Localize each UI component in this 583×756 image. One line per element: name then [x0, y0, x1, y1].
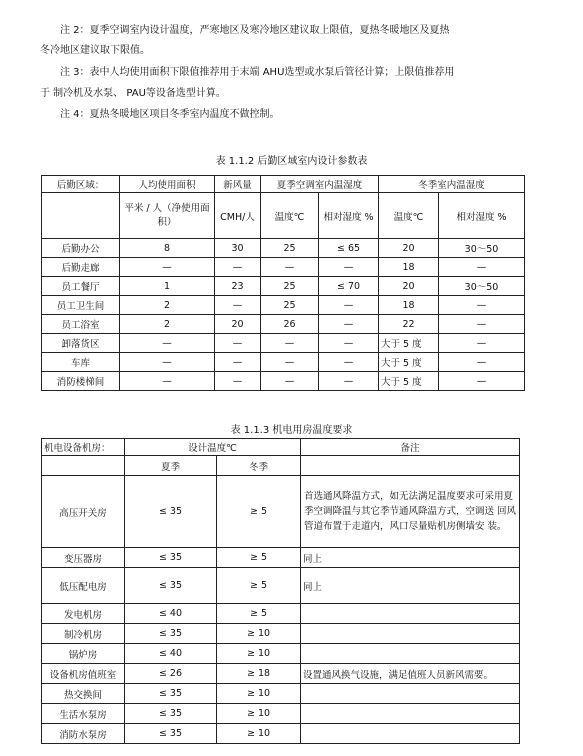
header-summer-rh: 相对湿度 % — [319, 193, 379, 239]
cell: — — [261, 353, 319, 372]
cell: ≤ 35 — [125, 704, 217, 724]
cell — [301, 724, 520, 744]
cell: 变压器房 — [42, 548, 125, 568]
cell: ≥ 18 — [217, 664, 301, 684]
header-room: 机电设备机房： — [42, 439, 125, 456]
cell: ≤ 35 — [125, 548, 217, 568]
cell: 8 — [120, 239, 215, 258]
cell: ≤ 35 — [125, 568, 217, 604]
cell: ≥ 5 — [217, 476, 301, 548]
cell: 20 — [379, 239, 439, 258]
cell — [301, 624, 520, 644]
cell: 员工餐厅 — [42, 277, 120, 296]
cell: ≤ 40 — [125, 604, 217, 624]
cell: — — [215, 353, 261, 372]
header-winter-rh: 相对湿度 % — [439, 193, 525, 239]
cell: ≤ 35 — [125, 724, 217, 744]
cell: — — [319, 334, 379, 353]
cell: — — [319, 372, 379, 391]
cell: 18 — [379, 296, 439, 315]
cell: 生活水泵房 — [42, 704, 125, 724]
header-summer: 夏季 — [125, 456, 217, 476]
cell — [301, 604, 520, 624]
cell — [301, 644, 520, 664]
header-per-capita-unit: 平米 / 人（净使用面积） — [120, 193, 215, 239]
cell: 20 — [379, 277, 439, 296]
cell: ≥ 10 — [217, 684, 301, 704]
cell: — — [215, 296, 261, 315]
cell: 设置通风换气设施，满足值班人员新风需要。 — [301, 664, 520, 684]
cell: — — [215, 258, 261, 277]
cell: 23 — [215, 277, 261, 296]
cell: 车库 — [42, 353, 120, 372]
header-blank — [42, 456, 125, 476]
note-3-line-1: 注 3：表中人均使用面积下限值推荐用于末端 AHU选型或水泵后管径计算；上限值推荐用 — [60, 67, 455, 78]
cell: — — [120, 353, 215, 372]
table1-caption: 表 1.1.2 后勤区域室内设计参数表 — [215, 156, 368, 167]
note-3-line-2: 于 制冷机及水泵、 PAU等设备选型计算。 — [40, 88, 226, 99]
cell: 高压开关房 — [42, 476, 125, 548]
indoor-design-table — [41, 175, 525, 391]
cell: — — [261, 258, 319, 277]
cell: — — [120, 258, 215, 277]
cell: 后勤走廊 — [42, 258, 120, 277]
header-blank — [301, 456, 520, 476]
cell: 25 — [261, 296, 319, 315]
cell: 20 — [215, 315, 261, 334]
cell: — — [261, 334, 319, 353]
header-area: 后勤区域： — [42, 176, 120, 193]
cell: 2 — [120, 296, 215, 315]
cell: 22 — [379, 315, 439, 334]
cell: ≤ 35 — [125, 684, 217, 704]
cell: 26 — [261, 315, 319, 334]
cell: 员工浴室 — [42, 315, 120, 334]
cell: 2 — [120, 315, 215, 334]
cell: 30～50 — [439, 239, 525, 258]
header-per-capita: 人均使用面积 — [120, 176, 215, 193]
cell: ≤ 40 — [125, 644, 217, 664]
cell: — — [439, 372, 525, 391]
cell: 18 — [379, 258, 439, 277]
cell: 30 — [215, 239, 261, 258]
cell: ≥ 10 — [217, 704, 301, 724]
mep-room-temp-table — [41, 438, 520, 744]
cell: ≥ 5 — [217, 548, 301, 568]
cell: — — [319, 296, 379, 315]
cell: ≤ 65 — [319, 239, 379, 258]
cell: 大于 5 度 — [379, 334, 439, 353]
note-2-line-1: 注 2：夏季空调室内设计温度，严寒地区及寒冷地区建议取上限值，夏热冬暖地区及夏热 — [60, 25, 450, 36]
cell: ≤ 26 — [125, 664, 217, 684]
cell: — — [120, 372, 215, 391]
cell: 后勤办公 — [42, 239, 120, 258]
cell: 锅炉房 — [42, 644, 125, 664]
cell: 大于 5 度 — [379, 353, 439, 372]
cell: ≥ 5 — [217, 604, 301, 624]
cell: — — [215, 372, 261, 391]
cell: 25 — [261, 239, 319, 258]
cell: 大于 5 度 — [379, 372, 439, 391]
cell: 热交换间 — [42, 684, 125, 704]
cell: 同上 — [301, 568, 520, 604]
header-fresh-air-unit: CMH/人 — [215, 193, 261, 239]
header-blank — [42, 193, 120, 239]
cell: 首选通风降温方式，如无法满足温度要求可采用夏季空调降温与其它季节通风降温方式，空调送 回风管道布置于走道内，风口尽量贴机房侧墙安 装。 — [301, 476, 520, 548]
cell: — — [319, 315, 379, 334]
cell: — — [261, 372, 319, 391]
cell — [301, 704, 520, 724]
cell: — — [439, 334, 525, 353]
cell: 设备机房值班室 — [42, 664, 125, 684]
cell: 制冷机房 — [42, 624, 125, 644]
cell: 同上 — [301, 548, 520, 568]
note-4: 注 4：夏热冬暖地区项目冬季室内温度不做控制。 — [60, 109, 280, 120]
cell: ≥ 10 — [217, 624, 301, 644]
cell: — — [439, 315, 525, 334]
cell: ≤ 35 — [125, 624, 217, 644]
cell: ≤ 35 — [125, 476, 217, 548]
cell: 消防水泵房 — [42, 724, 125, 744]
cell: ≥ 10 — [217, 724, 301, 744]
header-summer-temp: 温度℃ — [261, 193, 319, 239]
header-winter-temp: 温度℃ — [379, 193, 439, 239]
cell: 卸落货区 — [42, 334, 120, 353]
cell: — — [439, 353, 525, 372]
cell: ≤ 70 — [319, 277, 379, 296]
cell: 消防楼梯间 — [42, 372, 120, 391]
cell: — — [439, 258, 525, 277]
header-winter: 冬季 — [217, 456, 301, 476]
cell: — — [215, 334, 261, 353]
note-2-line-2: 冬冷地区建议取下限值。 — [40, 45, 150, 56]
cell: — — [120, 334, 215, 353]
cell: ≥ 5 — [217, 568, 301, 604]
cell: 发电机房 — [42, 604, 125, 624]
cell: — — [439, 296, 525, 315]
cell — [301, 684, 520, 704]
header-summer: 夏季空调室内温湿度 — [261, 176, 379, 193]
cell: — — [319, 353, 379, 372]
header-fresh-air: 新风量 — [215, 176, 261, 193]
cell: 1 — [120, 277, 215, 296]
cell: 员工卫生间 — [42, 296, 120, 315]
header-winter: 冬季室内温湿度 — [379, 176, 525, 193]
table2-caption: 表 1.1.3 机电用房温度要求 — [230, 425, 353, 436]
cell: — — [319, 258, 379, 277]
header-design-temp: 设计温度℃ — [125, 439, 301, 456]
cell: ≥ 10 — [217, 644, 301, 664]
header-remark: 备注 — [301, 439, 520, 456]
cell: 低压配电房 — [42, 568, 125, 604]
cell: 25 — [261, 277, 319, 296]
cell: 30～50 — [439, 277, 525, 296]
